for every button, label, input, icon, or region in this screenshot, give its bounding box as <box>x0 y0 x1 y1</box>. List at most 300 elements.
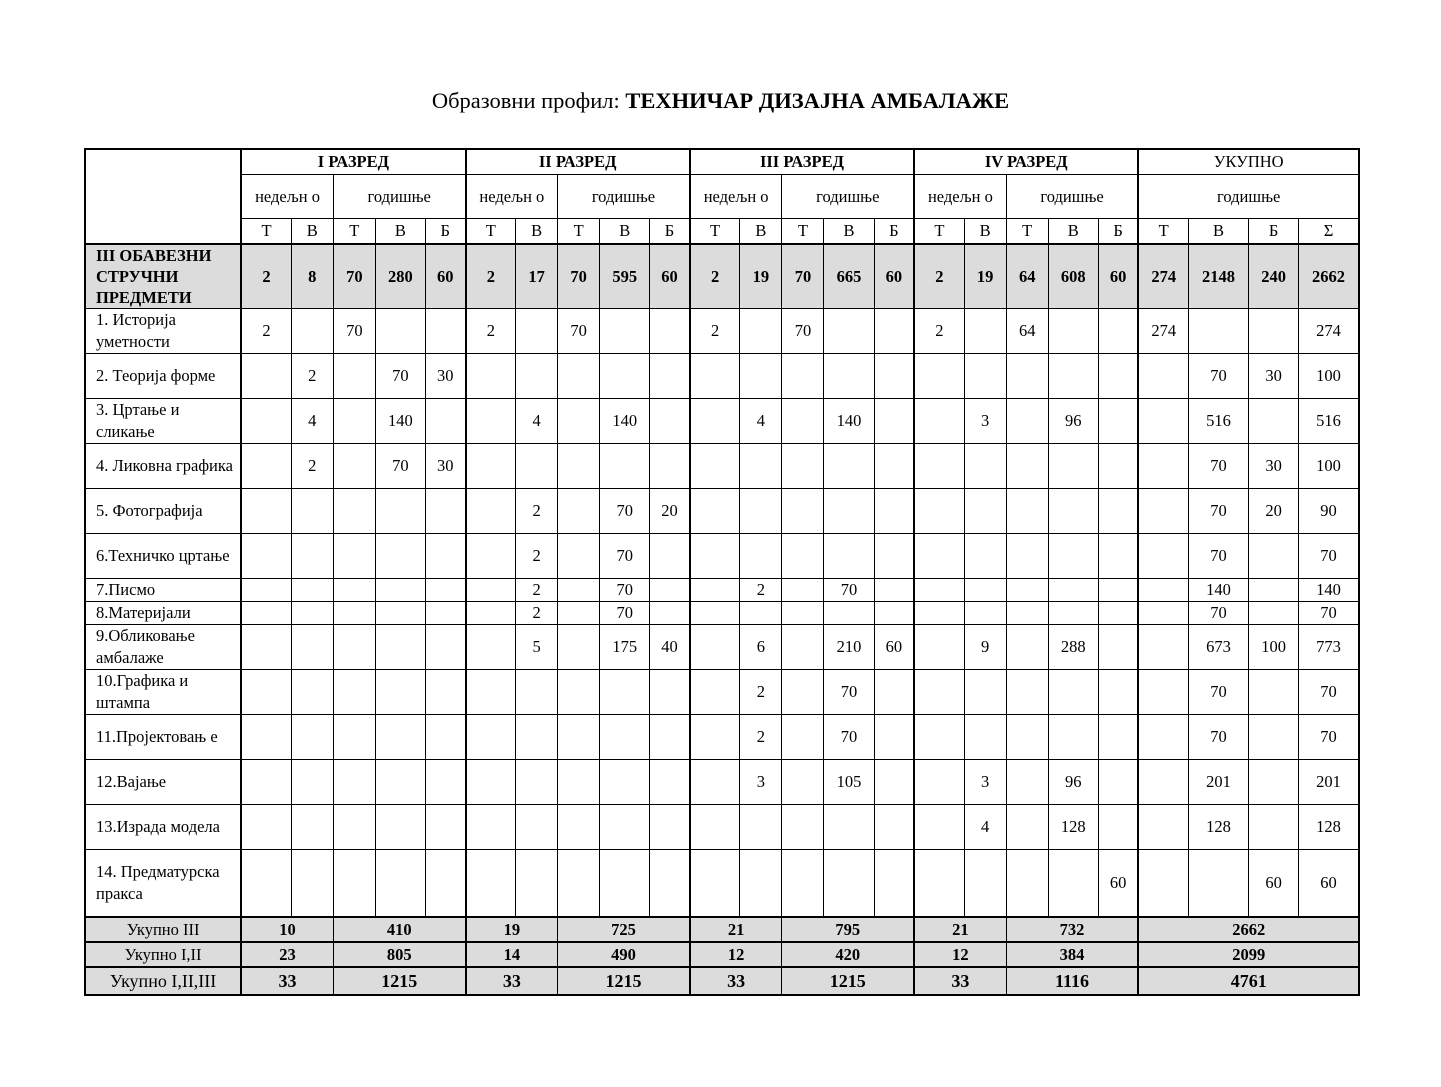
subject-label: 10.Графика и штампа <box>85 670 241 715</box>
data-cell <box>333 489 375 534</box>
section-cell: 2 <box>690 244 740 309</box>
data-cell: 20 <box>1249 489 1299 534</box>
data-cell <box>1098 444 1138 489</box>
data-cell <box>964 354 1006 399</box>
data-cell <box>1098 354 1138 399</box>
section-cell: 70 <box>782 244 824 309</box>
summary-label: Укупно I,II,III <box>85 967 241 995</box>
data-cell <box>241 670 291 715</box>
data-cell: 140 <box>1299 579 1359 602</box>
summary-row <box>85 942 1359 967</box>
data-cell <box>333 444 375 489</box>
data-cell: 3 <box>740 760 782 805</box>
data-cell <box>241 399 291 444</box>
column-header: Т <box>333 219 375 245</box>
data-cell <box>1006 850 1048 918</box>
data-cell: 5 <box>516 625 558 670</box>
data-cell <box>1048 715 1098 760</box>
data-cell <box>1249 805 1299 850</box>
data-cell <box>558 602 600 625</box>
data-cell <box>558 760 600 805</box>
summary-cell: 490 <box>558 942 690 967</box>
data-cell <box>1006 760 1048 805</box>
data-cell <box>690 399 740 444</box>
data-cell: 201 <box>1299 760 1359 805</box>
data-cell: 128 <box>1188 805 1248 850</box>
data-cell <box>1138 625 1188 670</box>
data-cell <box>466 489 516 534</box>
data-cell: 70 <box>600 579 650 602</box>
data-cell <box>333 850 375 918</box>
section-cell: 665 <box>824 244 874 309</box>
column-header: В <box>375 219 425 245</box>
data-cell: 274 <box>1138 309 1188 354</box>
weekly-header: недељн о <box>241 175 333 219</box>
data-cell <box>914 579 964 602</box>
data-cell: 100 <box>1249 625 1299 670</box>
data-cell <box>1006 534 1048 579</box>
data-cell <box>914 534 964 579</box>
data-cell: 9 <box>964 625 1006 670</box>
data-cell <box>558 444 600 489</box>
data-cell <box>1249 715 1299 760</box>
table-row <box>85 805 1359 850</box>
data-cell: 516 <box>1188 399 1248 444</box>
data-cell <box>425 309 465 354</box>
data-cell <box>1138 850 1188 918</box>
data-cell <box>1098 602 1138 625</box>
data-cell <box>425 715 465 760</box>
data-cell: 70 <box>1188 444 1248 489</box>
table-row <box>85 625 1359 670</box>
yearly-header: годишње <box>782 175 914 219</box>
summary-cell: 2099 <box>1138 942 1359 967</box>
data-cell <box>375 760 425 805</box>
data-cell <box>466 625 516 670</box>
data-cell <box>914 760 964 805</box>
data-cell: 2 <box>740 579 782 602</box>
data-cell: 201 <box>1188 760 1248 805</box>
data-cell <box>425 602 465 625</box>
section-cell: 64 <box>1006 244 1048 309</box>
data-cell <box>425 625 465 670</box>
data-cell <box>1048 579 1098 602</box>
section-cell: 60 <box>650 244 690 309</box>
data-cell <box>874 399 914 444</box>
data-cell <box>1048 354 1098 399</box>
section-cell: 19 <box>740 244 782 309</box>
profile-name: ТЕХНИЧАР ДИЗАЈНА АМБАЛАЖЕ <box>625 88 1010 113</box>
data-cell: 4 <box>516 399 558 444</box>
data-cell <box>1138 579 1188 602</box>
summary-cell: 1215 <box>333 967 465 995</box>
yearly-header: годишње <box>1138 175 1359 219</box>
table-row <box>85 602 1359 625</box>
data-cell <box>782 444 824 489</box>
data-cell <box>740 444 782 489</box>
yearly-header: годишње <box>1006 175 1138 219</box>
data-cell <box>690 534 740 579</box>
data-cell <box>1048 444 1098 489</box>
data-cell <box>1098 399 1138 444</box>
data-cell <box>782 805 824 850</box>
data-cell <box>650 534 690 579</box>
data-cell <box>1188 850 1248 918</box>
page-title <box>0 88 1441 114</box>
data-cell: 288 <box>1048 625 1098 670</box>
weekly-header: недељн о <box>466 175 558 219</box>
grade-header: I РАЗРЕД <box>241 149 465 175</box>
summary-row <box>85 917 1359 942</box>
summary-cell: 12 <box>690 942 782 967</box>
column-header: Т <box>466 219 516 245</box>
data-cell <box>690 850 740 918</box>
data-cell <box>241 625 291 670</box>
section-cell: 2148 <box>1188 244 1248 309</box>
data-cell <box>782 579 824 602</box>
data-cell: 4 <box>291 399 333 444</box>
data-cell <box>375 309 425 354</box>
data-cell <box>1098 670 1138 715</box>
data-cell: 60 <box>1098 850 1138 918</box>
subject-label: 1. Историја уметности <box>85 309 241 354</box>
data-cell <box>690 444 740 489</box>
data-cell <box>516 805 558 850</box>
data-cell <box>740 309 782 354</box>
data-cell <box>1249 309 1299 354</box>
data-cell <box>650 579 690 602</box>
data-cell <box>1098 309 1138 354</box>
data-cell <box>375 625 425 670</box>
column-header: В <box>1048 219 1098 245</box>
subject-label: 11.Пројектовањ е <box>85 715 241 760</box>
data-cell <box>782 625 824 670</box>
data-cell: 100 <box>1299 354 1359 399</box>
data-cell: 2 <box>740 715 782 760</box>
data-cell <box>241 805 291 850</box>
data-cell: 70 <box>782 309 824 354</box>
data-cell <box>425 805 465 850</box>
data-cell <box>600 444 650 489</box>
data-cell <box>375 534 425 579</box>
data-cell: 30 <box>1249 444 1299 489</box>
data-cell: 673 <box>1188 625 1248 670</box>
column-header: Б <box>1249 219 1299 245</box>
data-cell: 64 <box>1006 309 1048 354</box>
data-cell <box>1048 670 1098 715</box>
data-cell <box>1098 715 1138 760</box>
data-cell <box>1006 805 1048 850</box>
data-cell <box>1249 760 1299 805</box>
data-cell <box>1048 602 1098 625</box>
table-row <box>85 579 1359 602</box>
data-cell <box>964 715 1006 760</box>
data-cell <box>690 354 740 399</box>
data-cell <box>333 399 375 444</box>
data-cell: 60 <box>1249 850 1299 918</box>
data-cell: 70 <box>1188 715 1248 760</box>
data-cell <box>824 309 874 354</box>
data-cell <box>1188 309 1248 354</box>
grade-header: III РАЗРЕД <box>690 149 914 175</box>
data-cell <box>1048 309 1098 354</box>
summary-cell: 10 <box>241 917 333 942</box>
data-cell: 96 <box>1048 760 1098 805</box>
table-row <box>85 444 1359 489</box>
data-cell <box>650 309 690 354</box>
column-header: Т <box>782 219 824 245</box>
data-cell <box>1138 670 1188 715</box>
section-cell: 60 <box>1098 244 1138 309</box>
data-cell <box>241 534 291 579</box>
data-cell <box>241 715 291 760</box>
data-cell <box>291 850 333 918</box>
data-cell <box>782 534 824 579</box>
data-cell: 2 <box>914 309 964 354</box>
data-cell: 128 <box>1048 805 1098 850</box>
subject-label: 9.Обликовање амбалаже <box>85 625 241 670</box>
data-cell: 30 <box>425 444 465 489</box>
data-cell: 30 <box>425 354 465 399</box>
data-cell <box>1249 534 1299 579</box>
data-cell <box>964 670 1006 715</box>
data-cell <box>1138 444 1188 489</box>
data-cell: 70 <box>1299 602 1359 625</box>
subject-label: 2. Теорија форме <box>85 354 241 399</box>
data-cell <box>466 850 516 918</box>
data-cell <box>1098 579 1138 602</box>
data-cell <box>740 534 782 579</box>
data-cell: 70 <box>1299 715 1359 760</box>
column-header: Б <box>874 219 914 245</box>
data-cell: 70 <box>824 579 874 602</box>
data-cell <box>690 805 740 850</box>
data-cell <box>740 850 782 918</box>
data-cell <box>740 489 782 534</box>
summary-cell: 732 <box>1006 917 1138 942</box>
section-cell: 17 <box>516 244 558 309</box>
data-cell: 70 <box>558 309 600 354</box>
data-cell <box>1048 489 1098 534</box>
data-cell <box>600 715 650 760</box>
data-cell: 210 <box>824 625 874 670</box>
data-cell <box>740 354 782 399</box>
data-cell <box>650 805 690 850</box>
data-cell <box>516 850 558 918</box>
yearly-header: годишње <box>333 175 465 219</box>
data-cell <box>466 602 516 625</box>
data-cell: 70 <box>1188 534 1248 579</box>
section-cell: 595 <box>600 244 650 309</box>
data-cell <box>375 850 425 918</box>
summary-cell: 21 <box>914 917 1006 942</box>
summary-cell: 1215 <box>782 967 914 995</box>
subject-label: 3. Цртање и сликање <box>85 399 241 444</box>
data-cell <box>1048 534 1098 579</box>
data-cell <box>466 805 516 850</box>
data-cell <box>650 399 690 444</box>
data-cell: 70 <box>600 602 650 625</box>
section-label: III ОБАВЕЗНИ СТРУЧНИ ПРЕДМЕТИ <box>85 244 241 309</box>
data-cell <box>375 489 425 534</box>
data-cell <box>874 489 914 534</box>
data-cell <box>824 805 874 850</box>
data-cell: 140 <box>824 399 874 444</box>
data-cell <box>375 579 425 602</box>
data-cell <box>333 579 375 602</box>
data-cell <box>824 602 874 625</box>
data-cell: 2 <box>466 309 516 354</box>
data-cell <box>558 805 600 850</box>
data-cell <box>558 715 600 760</box>
data-cell <box>291 579 333 602</box>
data-cell <box>291 625 333 670</box>
data-cell: 274 <box>1299 309 1359 354</box>
data-cell <box>740 805 782 850</box>
summary-cell: 725 <box>558 917 690 942</box>
data-cell: 40 <box>650 625 690 670</box>
table-row <box>85 760 1359 805</box>
grade-header: IV РАЗРЕД <box>914 149 1138 175</box>
table-row <box>85 309 1359 354</box>
data-cell <box>466 670 516 715</box>
data-cell <box>824 534 874 579</box>
section-cell: 70 <box>333 244 375 309</box>
data-cell <box>740 602 782 625</box>
data-cell: 70 <box>824 670 874 715</box>
data-cell <box>1006 670 1048 715</box>
data-cell <box>1098 534 1138 579</box>
summary-cell: 795 <box>782 917 914 942</box>
data-cell <box>874 444 914 489</box>
data-cell <box>425 850 465 918</box>
summary-cell: 19 <box>466 917 558 942</box>
data-cell <box>425 489 465 534</box>
summary-cell: 1116 <box>1006 967 1138 995</box>
summary-cell: 420 <box>782 942 914 967</box>
summary-cell: 384 <box>1006 942 1138 967</box>
corner-cell <box>85 149 241 244</box>
data-cell: 140 <box>1188 579 1248 602</box>
data-cell <box>558 534 600 579</box>
data-cell <box>1138 399 1188 444</box>
data-cell <box>466 354 516 399</box>
column-header: Т <box>241 219 291 245</box>
data-cell <box>558 850 600 918</box>
data-cell <box>241 760 291 805</box>
data-cell <box>291 309 333 354</box>
total-header: УКУПНО <box>1138 149 1359 175</box>
data-cell <box>1138 534 1188 579</box>
section-cell: 608 <box>1048 244 1098 309</box>
section-cell: 2 <box>241 244 291 309</box>
summary-row <box>85 967 1359 995</box>
data-cell <box>558 579 600 602</box>
data-cell: 6 <box>740 625 782 670</box>
summary-cell: 33 <box>914 967 1006 995</box>
data-cell <box>241 602 291 625</box>
data-cell: 70 <box>1188 602 1248 625</box>
subject-label: 12.Вајање <box>85 760 241 805</box>
data-cell: 96 <box>1048 399 1098 444</box>
data-cell: 175 <box>600 625 650 670</box>
weekly-header: недељн о <box>914 175 1006 219</box>
data-cell <box>964 534 1006 579</box>
grade-header: II РАЗРЕД <box>466 149 690 175</box>
data-cell: 105 <box>824 760 874 805</box>
table-row <box>85 534 1359 579</box>
subject-label: 13.Израда модела <box>85 805 241 850</box>
data-cell <box>1138 760 1188 805</box>
data-cell <box>690 602 740 625</box>
column-header: В <box>824 219 874 245</box>
data-cell <box>291 489 333 534</box>
data-cell <box>690 489 740 534</box>
data-cell: 516 <box>1299 399 1359 444</box>
subject-label: 6.Техничко цртање <box>85 534 241 579</box>
data-cell <box>375 715 425 760</box>
section-cell: 240 <box>1249 244 1299 309</box>
data-cell <box>241 444 291 489</box>
data-cell <box>964 489 1006 534</box>
data-cell <box>914 399 964 444</box>
data-cell: 90 <box>1299 489 1359 534</box>
data-cell <box>650 602 690 625</box>
data-cell: 3 <box>964 760 1006 805</box>
data-cell <box>874 715 914 760</box>
data-cell <box>1006 444 1048 489</box>
data-cell <box>425 670 465 715</box>
data-cell: 100 <box>1299 444 1359 489</box>
data-cell <box>914 805 964 850</box>
data-cell <box>690 670 740 715</box>
summary-cell: 33 <box>690 967 782 995</box>
data-cell <box>516 760 558 805</box>
data-cell <box>600 309 650 354</box>
data-cell <box>241 579 291 602</box>
data-cell <box>333 534 375 579</box>
data-cell <box>650 670 690 715</box>
data-cell <box>874 354 914 399</box>
column-header: Т <box>1006 219 1048 245</box>
data-cell: 773 <box>1299 625 1359 670</box>
summary-cell: 410 <box>333 917 465 942</box>
summary-label: Укупно III <box>85 917 241 942</box>
data-cell <box>516 715 558 760</box>
data-cell <box>333 805 375 850</box>
table-row <box>85 354 1359 399</box>
summary-cell: 1215 <box>558 967 690 995</box>
data-cell <box>558 489 600 534</box>
data-cell <box>375 805 425 850</box>
data-cell: 70 <box>1188 670 1248 715</box>
data-cell <box>964 579 1006 602</box>
data-cell: 2 <box>516 489 558 534</box>
section-cell: 19 <box>964 244 1006 309</box>
data-cell: 70 <box>1299 670 1359 715</box>
data-cell <box>1138 715 1188 760</box>
data-cell <box>690 625 740 670</box>
data-cell <box>291 715 333 760</box>
data-cell <box>650 850 690 918</box>
data-cell: 4 <box>964 805 1006 850</box>
data-cell <box>782 760 824 805</box>
data-cell <box>333 354 375 399</box>
data-cell <box>914 670 964 715</box>
column-header: В <box>291 219 333 245</box>
data-cell <box>874 760 914 805</box>
data-cell <box>1138 354 1188 399</box>
